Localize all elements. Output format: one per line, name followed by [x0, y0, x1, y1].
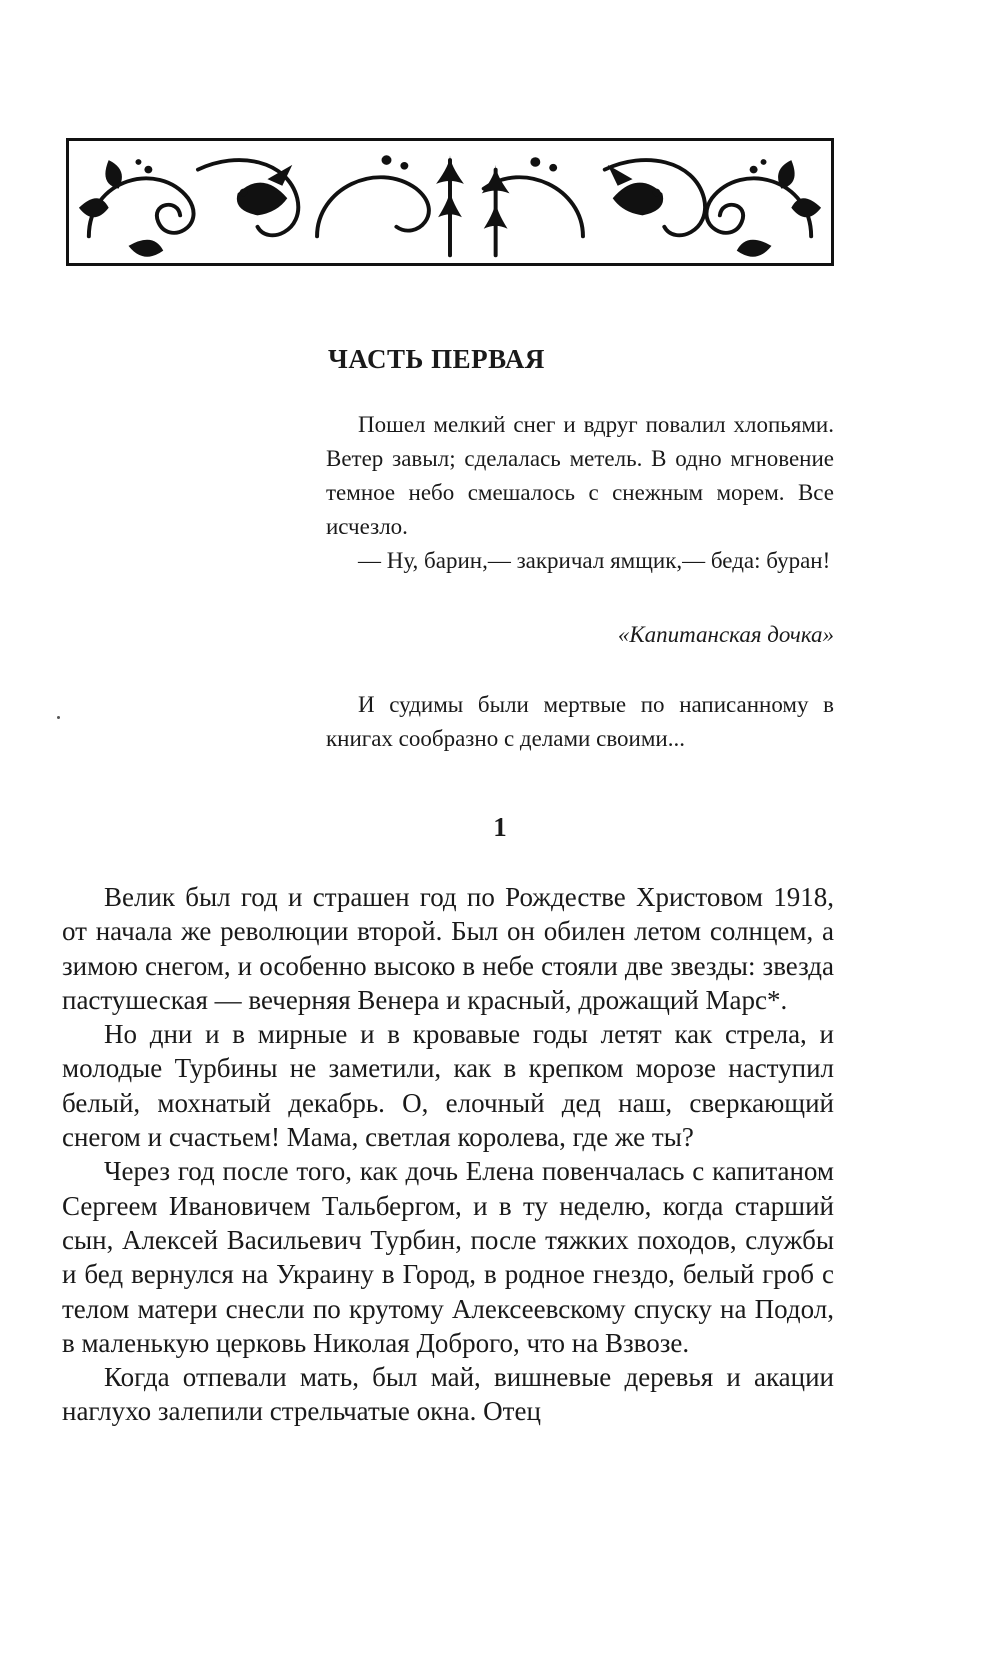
- body-paragraph: Через год после того, как дочь Елена повенчалась с капитаном Сергеем Ивановичем Тальбергом, и в ту неделю, когда старший сын, Алексей Васильевич Турбин, после тяжких походов, службы и бед вернулся на Украину в Город, в родное гнездо, белый гроб с телом матери снесли по крутому Алексеевскому спуску на Подол, в маленькую церковь Николая Доброго, что на Взвозе.: [62, 1156, 834, 1358]
- chapter-number: 1: [493, 812, 507, 842]
- part-title: ЧАСТЬ ПЕРВАЯ: [328, 344, 545, 374]
- scan-speck: [57, 716, 60, 719]
- epigraph-two: [326, 688, 834, 756]
- chapter-body: [62, 880, 834, 1429]
- body-paragraph: Когда отпевали мать, был май, вишневые деревья и акации наглухо залепили стрельчатые окна. Отец: [62, 1362, 834, 1427]
- decorative-ornament-banner: [66, 138, 834, 266]
- floral-birds-ornament-icon: [69, 141, 831, 263]
- epigraph-paragraph: И судимы были мертвые по написанному в книгах сообразно с делами своими...: [326, 692, 834, 751]
- epigraph-paragraph: — Ну, барин,— закричал ямщик,— беда: буран!: [358, 548, 831, 573]
- body-paragraph: Велик был год и страшен год по Рождестве Христовом 1918, от начала же революции второй. Был он обилен летом солнцем, а зимою снегом, и особенно высоко в небе стояли две звезды: звезда пастушеская — вечерняя Венера и красный, дрожащий Марс*.: [62, 882, 834, 1015]
- epigraph-paragraph: Пошел мелкий снег и вдруг повалил хлопьями. Ветер завыл; сделалась метель. В одно мгновение темное небо смешалось с снежным морем. Все исчезло.: [326, 412, 834, 539]
- body-paragraph: Но дни и в мирные и в кровавые годы летят как стрела, и молодые Турбины не заметили, как в крепком морозе наступил белый, мохнатый декабрь. О, елочный дед наш, сверкающий снегом и счастьем! Мама, светлая королева, где же ты?: [62, 1019, 834, 1153]
- epigraph-one: [326, 408, 834, 578]
- epigraph-source: «Капитанская дочка»: [617, 622, 834, 647]
